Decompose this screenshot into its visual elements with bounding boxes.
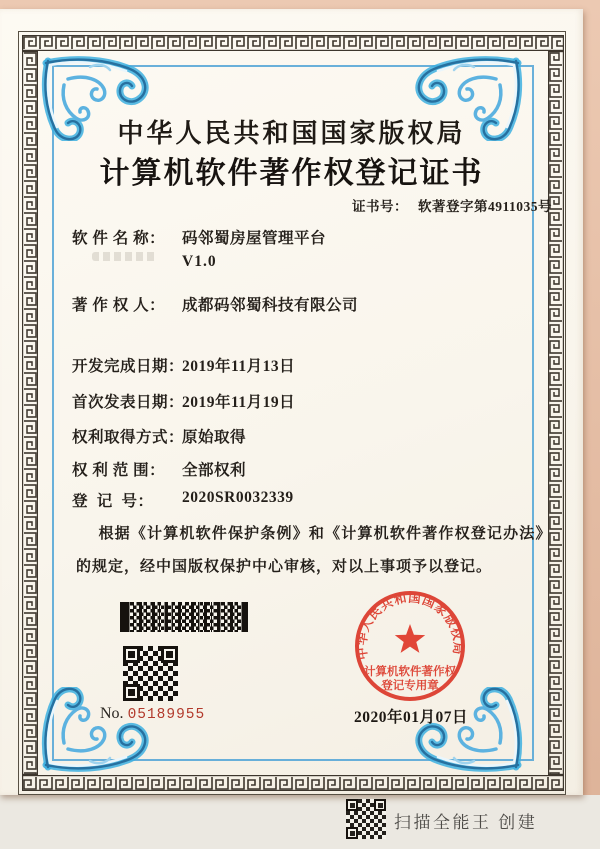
- greek-key-border-bottom: [22, 775, 564, 791]
- qr-finder-icon: [123, 684, 140, 701]
- certificate-number-label: 证书号：: [352, 199, 408, 214]
- star-icon: [395, 624, 425, 653]
- field-label: 权利取得方式：: [72, 429, 185, 446]
- official-seal: [340, 577, 480, 717]
- serial-number-line: [100, 705, 205, 723]
- registration-date: 2020年01月07日: [354, 709, 469, 726]
- barcode-icon: [120, 602, 248, 632]
- field-label: 软 件 名 称：: [72, 230, 166, 247]
- field-value: 码邻蜀房屋管理平台 V1.0: [182, 230, 327, 270]
- field-value: 全部权利: [182, 462, 247, 479]
- field-value: 原始取得: [182, 429, 247, 446]
- field-first-publish-date: [72, 390, 295, 412]
- field-value: 2019年11月19日: [182, 394, 296, 411]
- field-rights-acquisition: [72, 425, 246, 447]
- qr-finder-icon: [346, 827, 358, 839]
- qr-finder-icon: [374, 799, 386, 811]
- software-version: V1.0: [182, 253, 217, 270]
- erased-mark: [92, 252, 158, 261]
- watermark-qr-icon: [346, 799, 386, 839]
- qr-finder-icon: [346, 799, 358, 811]
- field-label: 首次发表日期：: [72, 394, 185, 411]
- field-label: 权 利 范 围：: [72, 462, 166, 479]
- field-label: 登 记 号：: [72, 493, 154, 510]
- field-label: 开发完成日期：: [72, 358, 185, 375]
- certificate-paper: [0, 9, 583, 795]
- authority-title: 中华人民共和国国家版权局: [117, 119, 466, 148]
- field-registration-number: [72, 489, 294, 511]
- registration-statement: 根据《计算机软件保护条例》和《计算机软件著作权登记办法》的规定，经中国版权保护中心审核，对以上事项予以登记。: [76, 526, 544, 575]
- greek-key-border-top: [22, 35, 564, 51]
- field-software-name: [72, 226, 326, 271]
- qr-finder-icon: [161, 646, 178, 663]
- scanner-watermark-text: 扫描全能王 创建: [394, 813, 538, 832]
- field-value: 2020SR0032339: [182, 489, 294, 506]
- qr-code-icon: [123, 646, 178, 701]
- serial-number: 05189955: [127, 707, 206, 723]
- certificate-number-line: [352, 195, 552, 215]
- certificate-title: 计算机软件著作权登记证书: [99, 157, 484, 190]
- field-rights-scope: [72, 458, 246, 480]
- field-value: 成都码邻蜀科技有限公司: [182, 297, 359, 314]
- seal-line2: 登记专用章: [381, 680, 439, 692]
- serial-prefix: No.: [100, 705, 124, 722]
- field-dev-complete-date: [72, 354, 295, 376]
- seal-line1: 计算机软件著作权: [364, 666, 456, 678]
- seal-ring-text: 中华人民共和国国家版权局: [354, 590, 466, 661]
- qr-finder-icon: [123, 646, 140, 663]
- field-copyright-owner: [72, 293, 358, 315]
- field-value: 2019年11月13日: [182, 358, 296, 375]
- certificate-number-value: 软著登字第4911035号: [418, 199, 553, 214]
- field-label: 著 作 权 人：: [72, 297, 166, 314]
